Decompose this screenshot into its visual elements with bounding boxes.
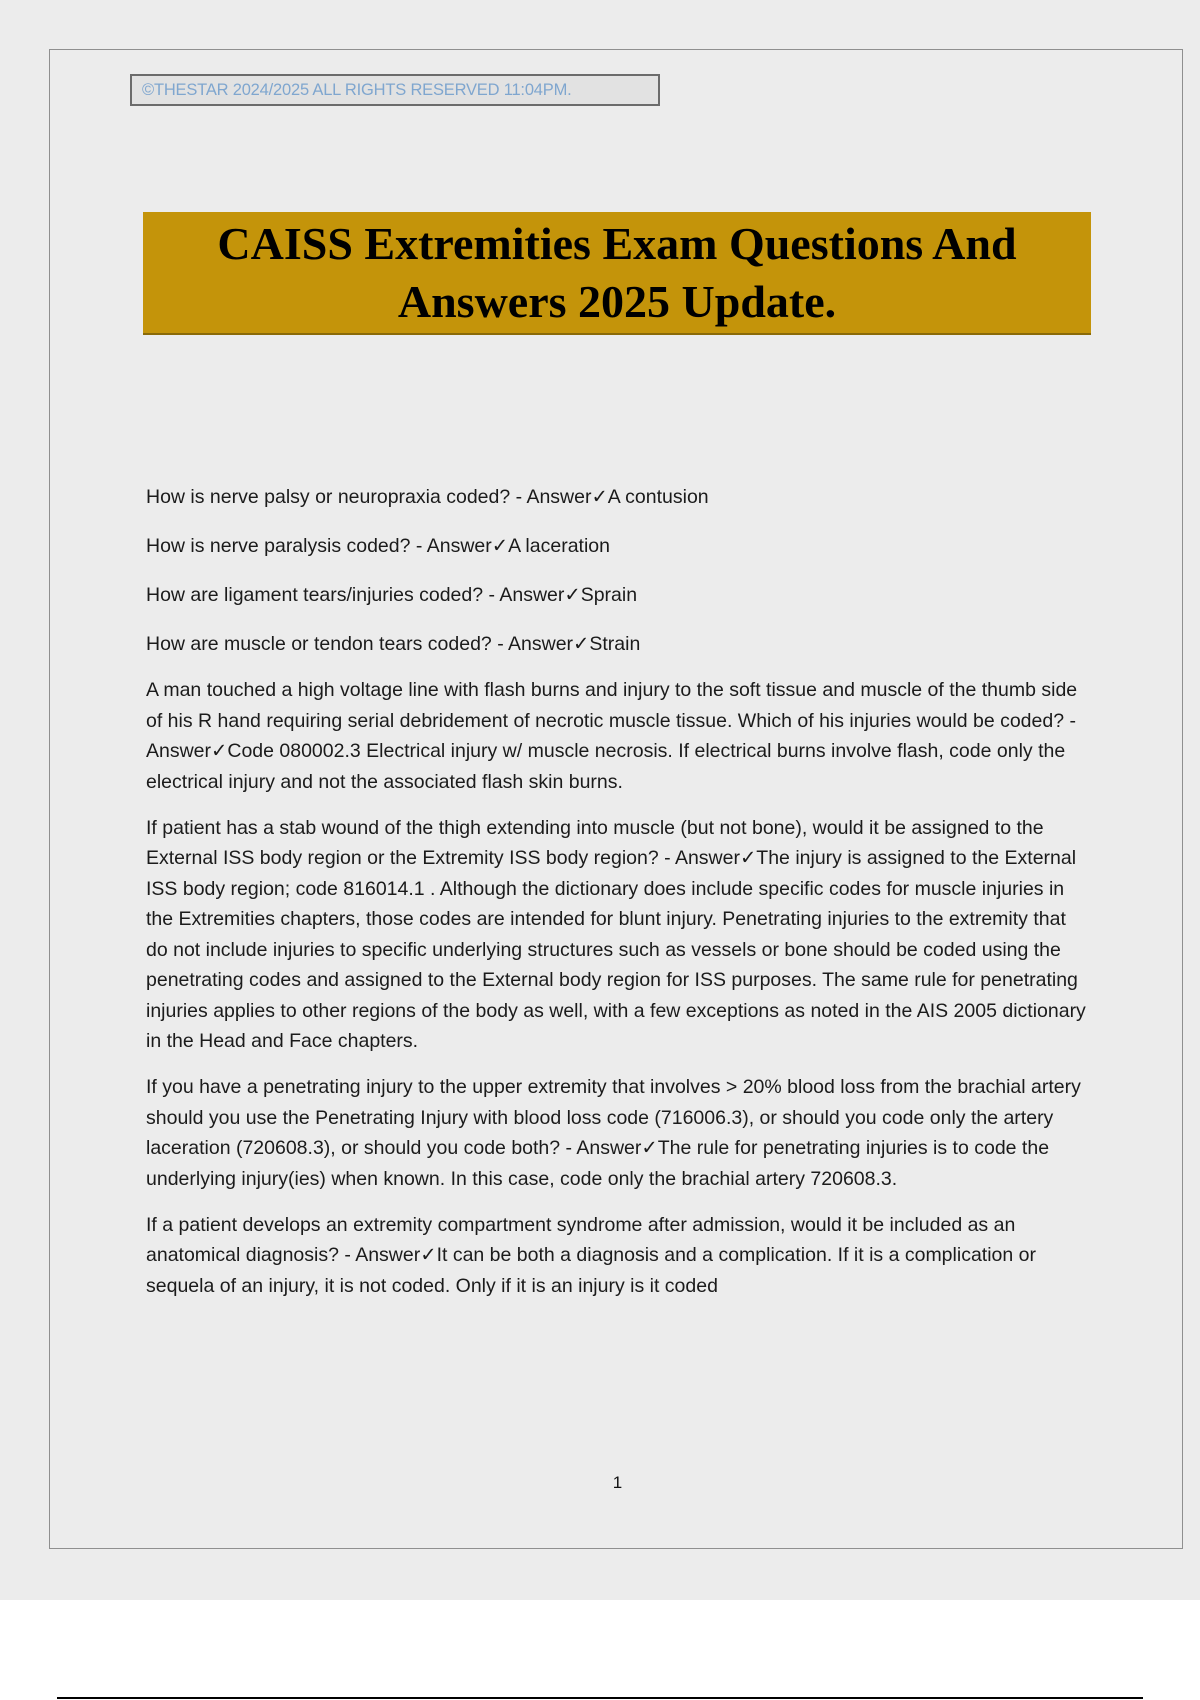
qa-item: How are muscle or tendon tears coded? - Answer✓Strain <box>146 633 641 655</box>
qa-item: How is nerve palsy or neuropraxia coded? - Answer✓A contusion <box>146 486 709 508</box>
qa-item: If a patient develops an extremity compartment syndrome after admission, would it be included as an anatomical diagnosis? - Answer✓It can be both a diagnosis and a complication. If it is a complication or sequela of an injury, it is not coded. Only if it is an injury is it coded <box>146 1213 1036 1297</box>
qa-item: If patient has a stab wound of the thigh extending into muscle (but not bone), would it be assigned to the External ISS body region or the Extremity ISS body region? - Answer✓The injury is assigned to the External ISS body region; code 816014.1 . Although the dictionary does include specific codes for muscle injuries in the Extremities chapters, those codes are intended for blunt injury. Penetrating injuries to the extremity that do not include injuries to specific underlying structures such as vessels or bone should be coded using the penetrating codes and assigned to the External body region for ISS purposes. The same rule for penetrating injuries applies to other regions of the body as well, with a few exceptions as noted in the AIS 2005 dictionary in the Head and Face chapters. <box>146 816 1086 1052</box>
qa-item: If you have a penetrating injury to the upper extremity that involves > 20% blood loss from the brachial artery should you use the Penetrating Injury with blood loss code (716006.3), or should you code only the artery laceration (720608.3), or should you code both? - Answer✓The rule for penetrating injuries is to code the underlying injury(ies) when known. In this case, code only the brachial artery 720608.3. <box>146 1076 1081 1190</box>
footer-divider <box>57 1697 1143 1699</box>
qa-item: How are ligament tears/injuries coded? - Answer✓Sprain <box>146 584 638 606</box>
qa-item: How is nerve paralysis coded? - Answer✓A laceration <box>146 535 610 557</box>
document-title: CAISS Extremities Exam Questions And Answers 2025 Update. <box>217 217 1017 327</box>
title-banner <box>143 212 1091 335</box>
qa-item: A man touched a high voltage line with flash burns and injury to the soft tissue and muscle of the thumb side of his R hand requiring serial debridement of necrotic muscle tissue. Which of his injuries would be coded? - Answer✓Code 080002.3 Electrical injury w/ muscle necrosis. If electrical burns involve flash, code only the electrical injury and not the associated flash skin burns. <box>146 679 1078 793</box>
copyright-watermark: ©THESTAR 2024/2025 ALL RIGHTS RESERVED 11:04PM. <box>130 74 660 106</box>
qa-list <box>146 482 1091 1317</box>
page-number: 1 <box>612 1473 623 1492</box>
